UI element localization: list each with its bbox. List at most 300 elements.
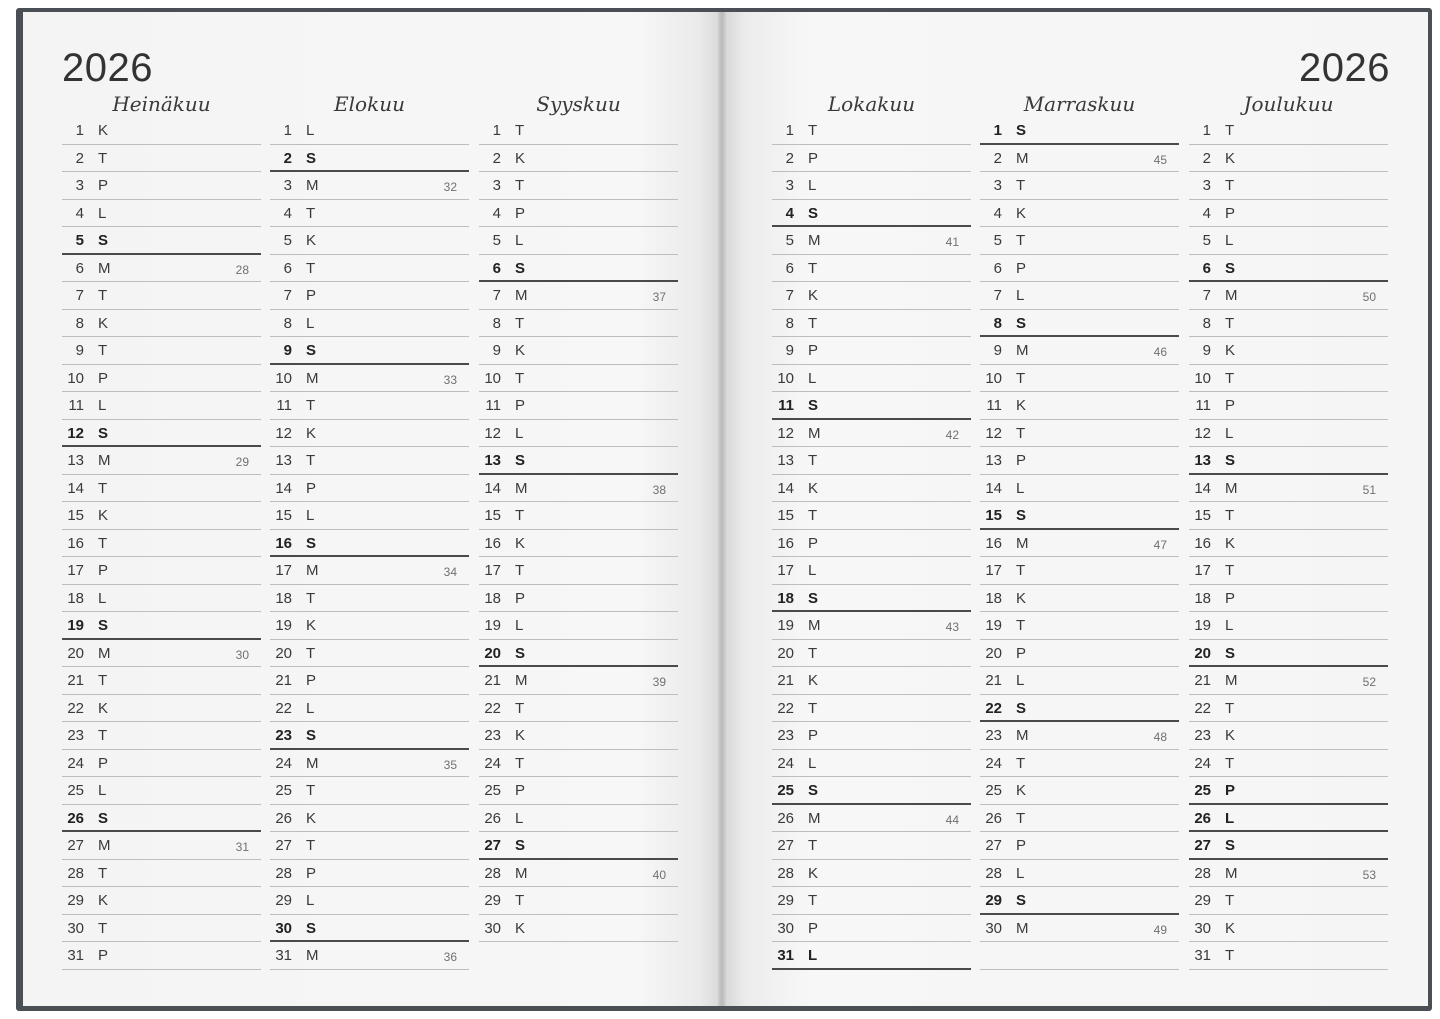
day-row[interactable] bbox=[479, 255, 678, 283]
day-number: 24 bbox=[1194, 754, 1211, 772]
day-row[interactable] bbox=[772, 805, 971, 833]
day-row[interactable] bbox=[270, 860, 469, 888]
day-row[interactable] bbox=[62, 612, 261, 640]
day-row[interactable] bbox=[270, 585, 469, 613]
day-row[interactable] bbox=[62, 200, 261, 228]
weekday-letter: T bbox=[1225, 562, 1235, 579]
day-row[interactable] bbox=[62, 667, 261, 695]
weekday-letter: K bbox=[98, 699, 109, 717]
day-row[interactable] bbox=[62, 777, 261, 805]
day-row[interactable] bbox=[1189, 282, 1388, 310]
weekday-letter: T bbox=[1016, 232, 1026, 249]
day-row[interactable] bbox=[62, 117, 261, 145]
weekday-letter: M bbox=[98, 452, 111, 469]
day-row[interactable] bbox=[772, 860, 971, 888]
day-row[interactable] bbox=[479, 227, 678, 255]
day-number: 30 bbox=[67, 919, 84, 937]
day-row[interactable] bbox=[62, 557, 261, 585]
weekday-letter: L bbox=[808, 947, 818, 964]
weekday-letter: T bbox=[808, 507, 818, 524]
day-number: 22 bbox=[67, 699, 84, 717]
day-row[interactable] bbox=[772, 640, 971, 668]
day-number: 23 bbox=[67, 727, 84, 744]
day-row[interactable] bbox=[62, 887, 261, 915]
day-row[interactable] bbox=[772, 722, 971, 750]
day-row[interactable] bbox=[270, 557, 469, 585]
day-number: 25 bbox=[985, 782, 1002, 799]
day-row[interactable] bbox=[1189, 777, 1388, 805]
weekday-letter: P bbox=[306, 287, 317, 304]
day-row[interactable] bbox=[270, 392, 469, 420]
day-row[interactable] bbox=[1189, 310, 1388, 338]
weekday-letter: S bbox=[808, 782, 819, 799]
day-row[interactable] bbox=[980, 750, 1179, 778]
weekday-letter: T bbox=[1225, 314, 1235, 332]
day-row[interactable] bbox=[270, 255, 469, 283]
day-row[interactable] bbox=[270, 640, 469, 668]
day-row[interactable] bbox=[980, 557, 1179, 585]
day-row[interactable] bbox=[270, 805, 469, 833]
day-row[interactable] bbox=[270, 612, 469, 640]
day-row[interactable] bbox=[772, 337, 971, 365]
weekday-letter: P bbox=[808, 149, 819, 167]
day-row[interactable] bbox=[772, 667, 971, 695]
day-row[interactable] bbox=[772, 887, 971, 915]
day-row[interactable] bbox=[1189, 557, 1388, 585]
day-row[interactable] bbox=[980, 365, 1179, 393]
day-number: 27 bbox=[484, 837, 501, 854]
day-number: 31 bbox=[67, 947, 84, 964]
day-row[interactable] bbox=[270, 282, 469, 310]
weekday-letter: S bbox=[1016, 507, 1027, 524]
weekday-letter: K bbox=[1225, 149, 1236, 167]
day-row[interactable] bbox=[1189, 942, 1388, 970]
day-row[interactable] bbox=[479, 530, 678, 558]
day-number: 15 bbox=[275, 507, 292, 524]
day-number: 29 bbox=[1194, 892, 1211, 909]
weekday-letter: T bbox=[98, 149, 108, 167]
day-number: 24 bbox=[275, 754, 292, 772]
day-row[interactable] bbox=[479, 557, 678, 585]
day-number: 2 bbox=[993, 149, 1002, 167]
day-row[interactable] bbox=[479, 832, 678, 860]
day-row[interactable] bbox=[1189, 475, 1388, 503]
day-row[interactable] bbox=[62, 722, 261, 750]
weekday-letter: L bbox=[306, 507, 315, 524]
week-number: 44 bbox=[945, 812, 959, 827]
weekday-letter: T bbox=[306, 782, 316, 799]
weekday-letter: T bbox=[98, 534, 108, 552]
weekday-letter: T bbox=[98, 479, 108, 497]
day-row[interactable] bbox=[479, 612, 678, 640]
weekday-letter: M bbox=[1016, 342, 1029, 359]
day-number: 3 bbox=[785, 177, 794, 194]
day-row[interactable] bbox=[980, 805, 1179, 833]
day-row[interactable] bbox=[62, 915, 261, 943]
day-row[interactable] bbox=[1189, 805, 1388, 833]
day-row[interactable] bbox=[980, 255, 1179, 283]
day-row[interactable] bbox=[62, 475, 261, 503]
day-row[interactable] bbox=[980, 172, 1179, 200]
day-number: 25 bbox=[275, 782, 292, 799]
weekday-letter: K bbox=[306, 617, 317, 634]
day-number: 28 bbox=[777, 864, 794, 882]
day-row[interactable] bbox=[1189, 227, 1388, 255]
day-row[interactable] bbox=[62, 860, 261, 888]
day-row[interactable] bbox=[1189, 447, 1388, 475]
day-row[interactable] bbox=[270, 117, 469, 145]
day-row[interactable] bbox=[980, 475, 1179, 503]
weekday-letter: M bbox=[306, 177, 319, 194]
weekday-letter: T bbox=[1225, 369, 1235, 387]
weekday-letter: P bbox=[98, 369, 109, 387]
week-number: 37 bbox=[652, 290, 666, 304]
day-row[interactable] bbox=[62, 392, 261, 420]
day-number: 31 bbox=[1194, 947, 1211, 964]
day-row[interactable] bbox=[62, 695, 261, 723]
weekday-letter: M bbox=[98, 259, 111, 277]
day-row[interactable] bbox=[479, 695, 678, 723]
day-row[interactable] bbox=[62, 172, 261, 200]
weekday-letter: L bbox=[306, 122, 315, 139]
day-number: 4 bbox=[993, 204, 1002, 222]
day-number: 30 bbox=[484, 919, 501, 937]
weekday-letter: K bbox=[1225, 342, 1236, 359]
day-row[interactable] bbox=[270, 777, 469, 805]
day-row[interactable] bbox=[1189, 860, 1388, 888]
day-row[interactable] bbox=[772, 942, 971, 970]
day-row[interactable] bbox=[1189, 172, 1388, 200]
day-row[interactable] bbox=[270, 887, 469, 915]
day-row[interactable] bbox=[772, 365, 971, 393]
day-row[interactable] bbox=[479, 365, 678, 393]
day-row[interactable] bbox=[62, 420, 261, 448]
day-number: 24 bbox=[777, 754, 794, 772]
day-number: 16 bbox=[484, 534, 501, 552]
day-row[interactable] bbox=[772, 145, 971, 173]
day-list bbox=[1189, 117, 1388, 970]
weekday-letter: L bbox=[515, 809, 524, 827]
day-row[interactable] bbox=[270, 530, 469, 558]
day-row[interactable] bbox=[270, 172, 469, 200]
day-row[interactable] bbox=[980, 722, 1179, 750]
day-row[interactable] bbox=[62, 942, 261, 970]
day-row[interactable] bbox=[62, 640, 261, 668]
day-row[interactable] bbox=[772, 172, 971, 200]
day-row[interactable] bbox=[270, 420, 469, 448]
weekday-letter: T bbox=[98, 864, 108, 882]
day-row[interactable] bbox=[980, 777, 1179, 805]
day-row[interactable] bbox=[1189, 117, 1388, 145]
day-row[interactable] bbox=[980, 447, 1179, 475]
day-number: 5 bbox=[75, 232, 84, 249]
day-row[interactable] bbox=[62, 502, 261, 530]
day-row[interactable] bbox=[772, 420, 971, 448]
day-row[interactable] bbox=[479, 145, 678, 173]
day-row[interactable] bbox=[479, 475, 678, 503]
day-row[interactable] bbox=[479, 310, 678, 338]
day-row[interactable] bbox=[1189, 667, 1388, 695]
day-number: 22 bbox=[985, 699, 1002, 717]
day-row[interactable] bbox=[980, 117, 1179, 145]
day-row[interactable] bbox=[772, 832, 971, 860]
day-row[interactable] bbox=[772, 777, 971, 805]
day-row[interactable] bbox=[270, 750, 469, 778]
day-row[interactable] bbox=[62, 805, 261, 833]
day-number: 12 bbox=[985, 424, 1002, 442]
day-row[interactable] bbox=[479, 887, 678, 915]
day-row[interactable] bbox=[479, 722, 678, 750]
day-number: 20 bbox=[985, 644, 1002, 662]
day-row[interactable] bbox=[772, 502, 971, 530]
day-row[interactable] bbox=[479, 915, 678, 943]
day-number: 26 bbox=[275, 809, 292, 827]
day-number: 11 bbox=[276, 397, 292, 414]
day-row[interactable] bbox=[62, 255, 261, 283]
weekday-letter: S bbox=[306, 149, 317, 167]
day-row[interactable] bbox=[772, 915, 971, 943]
weekday-letter: L bbox=[98, 589, 107, 607]
day-number: 17 bbox=[67, 562, 84, 579]
weekday-letter: T bbox=[306, 837, 316, 854]
day-row[interactable] bbox=[980, 667, 1179, 695]
day-row[interactable] bbox=[1189, 337, 1388, 365]
day-row[interactable] bbox=[1189, 640, 1388, 668]
day-row[interactable] bbox=[772, 475, 971, 503]
day-row[interactable] bbox=[479, 392, 678, 420]
day-row[interactable] bbox=[270, 337, 469, 365]
day-number: 9 bbox=[283, 342, 292, 359]
day-row[interactable] bbox=[980, 420, 1179, 448]
day-number: 21 bbox=[985, 672, 1002, 689]
day-row[interactable] bbox=[62, 585, 261, 613]
day-number: 28 bbox=[985, 864, 1002, 882]
day-row[interactable] bbox=[772, 117, 971, 145]
day-row[interactable] bbox=[772, 557, 971, 585]
weekday-letter: T bbox=[515, 122, 525, 139]
day-row[interactable] bbox=[980, 695, 1179, 723]
day-row[interactable] bbox=[270, 832, 469, 860]
weekday-letter: M bbox=[1016, 727, 1029, 744]
weekday-letter: K bbox=[808, 864, 819, 882]
day-number: 20 bbox=[777, 644, 794, 662]
day-number: 26 bbox=[985, 809, 1002, 827]
day-row[interactable] bbox=[1189, 420, 1388, 448]
weekday-letter: T bbox=[515, 314, 525, 332]
day-row[interactable] bbox=[479, 420, 678, 448]
day-row[interactable] bbox=[270, 145, 469, 173]
day-row[interactable] bbox=[772, 530, 971, 558]
day-row[interactable] bbox=[1189, 530, 1388, 558]
day-row[interactable] bbox=[479, 640, 678, 668]
day-row[interactable] bbox=[1189, 255, 1388, 283]
day-row[interactable] bbox=[772, 200, 971, 228]
weekday-letter: M bbox=[808, 617, 821, 634]
day-row[interactable] bbox=[1189, 722, 1388, 750]
weekday-letter: K bbox=[515, 919, 526, 937]
day-row[interactable] bbox=[270, 447, 469, 475]
day-row[interactable] bbox=[772, 227, 971, 255]
day-row[interactable] bbox=[980, 392, 1179, 420]
weekday-letter: M bbox=[98, 644, 111, 662]
day-number: 10 bbox=[67, 369, 84, 387]
weekday-letter: M bbox=[808, 809, 821, 827]
day-row[interactable] bbox=[980, 942, 1179, 970]
day-row[interactable] bbox=[980, 585, 1179, 613]
weekday-letter: T bbox=[306, 259, 316, 277]
day-row[interactable] bbox=[1189, 612, 1388, 640]
day-row[interactable] bbox=[270, 722, 469, 750]
weekday-letter: T bbox=[1016, 617, 1026, 634]
day-row[interactable] bbox=[62, 145, 261, 173]
weekday-letter: P bbox=[808, 342, 819, 359]
day-number: 4 bbox=[785, 204, 794, 222]
day-row[interactable] bbox=[62, 282, 261, 310]
day-row[interactable] bbox=[1189, 750, 1388, 778]
day-row[interactable] bbox=[479, 585, 678, 613]
weekday-letter: S bbox=[306, 534, 317, 552]
year-left: 2026 bbox=[62, 46, 153, 90]
day-number: 14 bbox=[67, 479, 84, 497]
weekday-letter: L bbox=[98, 782, 107, 799]
day-row[interactable] bbox=[980, 860, 1179, 888]
day-row[interactable] bbox=[1189, 145, 1388, 173]
day-row[interactable] bbox=[270, 502, 469, 530]
day-row[interactable] bbox=[772, 392, 971, 420]
day-row[interactable] bbox=[980, 530, 1179, 558]
day-row[interactable] bbox=[62, 530, 261, 558]
day-row[interactable] bbox=[270, 942, 469, 970]
day-row[interactable] bbox=[980, 915, 1179, 943]
month-name: Heinäkuu bbox=[112, 92, 211, 116]
day-number: 20 bbox=[275, 644, 292, 662]
day-row[interactable] bbox=[772, 282, 971, 310]
day-row[interactable] bbox=[479, 777, 678, 805]
day-row[interactable] bbox=[980, 282, 1179, 310]
day-row[interactable] bbox=[479, 860, 678, 888]
day-row[interactable] bbox=[980, 832, 1179, 860]
day-row[interactable] bbox=[1189, 695, 1388, 723]
day-row[interactable] bbox=[270, 915, 469, 943]
day-row[interactable] bbox=[980, 502, 1179, 530]
day-row[interactable] bbox=[479, 337, 678, 365]
day-row[interactable] bbox=[1189, 200, 1388, 228]
day-row[interactable] bbox=[270, 695, 469, 723]
day-row[interactable] bbox=[980, 227, 1179, 255]
day-row[interactable] bbox=[62, 365, 261, 393]
day-row[interactable] bbox=[479, 117, 678, 145]
day-row[interactable] bbox=[1189, 365, 1388, 393]
day-row[interactable] bbox=[772, 695, 971, 723]
day-row[interactable] bbox=[980, 145, 1179, 173]
weekday-letter: K bbox=[515, 534, 526, 552]
day-row[interactable] bbox=[980, 337, 1179, 365]
day-row[interactable] bbox=[772, 310, 971, 338]
weekday-letter: T bbox=[306, 452, 316, 469]
day-row[interactable] bbox=[270, 475, 469, 503]
weekday-letter: P bbox=[306, 864, 317, 882]
day-row[interactable] bbox=[479, 805, 678, 833]
day-number: 23 bbox=[1194, 727, 1211, 744]
day-row[interactable] bbox=[270, 200, 469, 228]
weekday-letter: T bbox=[515, 562, 525, 579]
day-row[interactable] bbox=[980, 310, 1179, 338]
day-number: 17 bbox=[484, 562, 501, 579]
day-number: 22 bbox=[275, 699, 292, 717]
day-row[interactable] bbox=[62, 832, 261, 860]
day-number: 27 bbox=[67, 837, 84, 854]
day-number: 20 bbox=[484, 644, 501, 662]
day-row[interactable] bbox=[479, 282, 678, 310]
week-number: 42 bbox=[945, 427, 959, 442]
week-number: 33 bbox=[443, 372, 457, 387]
day-number: 11 bbox=[485, 397, 501, 414]
day-row[interactable] bbox=[270, 667, 469, 695]
day-list bbox=[980, 117, 1179, 970]
weekday-letter: T bbox=[98, 672, 108, 689]
day-number: 26 bbox=[777, 809, 794, 827]
day-row[interactable] bbox=[62, 310, 261, 338]
day-row[interactable] bbox=[62, 447, 261, 475]
day-row[interactable] bbox=[980, 200, 1179, 228]
day-number: 23 bbox=[275, 727, 292, 744]
day-row[interactable] bbox=[479, 172, 678, 200]
day-row[interactable] bbox=[1189, 585, 1388, 613]
weekday-letter: P bbox=[1016, 452, 1027, 469]
day-row[interactable] bbox=[479, 200, 678, 228]
day-number: 6 bbox=[283, 259, 292, 277]
day-row[interactable] bbox=[772, 750, 971, 778]
week-number: 53 bbox=[1362, 867, 1376, 882]
weekday-letter: M bbox=[515, 479, 528, 497]
weekday-letter: P bbox=[515, 397, 526, 414]
day-row[interactable] bbox=[62, 750, 261, 778]
day-row[interactable] bbox=[1189, 887, 1388, 915]
day-row[interactable] bbox=[479, 750, 678, 778]
day-row[interactable] bbox=[479, 502, 678, 530]
day-row[interactable] bbox=[1189, 502, 1388, 530]
day-row[interactable] bbox=[772, 612, 971, 640]
day-row[interactable] bbox=[479, 667, 678, 695]
day-row[interactable] bbox=[980, 887, 1179, 915]
day-row[interactable] bbox=[62, 227, 261, 255]
day-row[interactable] bbox=[772, 447, 971, 475]
weekday-letter: T bbox=[808, 314, 818, 332]
day-number: 29 bbox=[985, 892, 1002, 909]
day-row[interactable] bbox=[1189, 915, 1388, 943]
day-row[interactable] bbox=[270, 227, 469, 255]
day-row[interactable] bbox=[980, 640, 1179, 668]
day-row[interactable] bbox=[980, 612, 1179, 640]
day-row[interactable] bbox=[479, 447, 678, 475]
weekday-letter: L bbox=[515, 424, 524, 442]
day-list bbox=[62, 117, 261, 970]
day-row[interactable] bbox=[772, 255, 971, 283]
day-row[interactable] bbox=[1189, 832, 1388, 860]
day-row[interactable] bbox=[270, 365, 469, 393]
day-row[interactable] bbox=[772, 585, 971, 613]
day-row[interactable] bbox=[62, 337, 261, 365]
weekday-letter: S bbox=[808, 397, 819, 414]
day-number: 4 bbox=[1202, 204, 1211, 222]
day-row[interactable] bbox=[1189, 392, 1388, 420]
weekday-letter: K bbox=[1225, 919, 1236, 937]
day-number: 10 bbox=[275, 369, 292, 387]
weekday-letter: T bbox=[808, 259, 818, 277]
day-list bbox=[772, 117, 971, 970]
day-row[interactable] bbox=[270, 310, 469, 338]
day-number: 19 bbox=[1194, 617, 1211, 634]
